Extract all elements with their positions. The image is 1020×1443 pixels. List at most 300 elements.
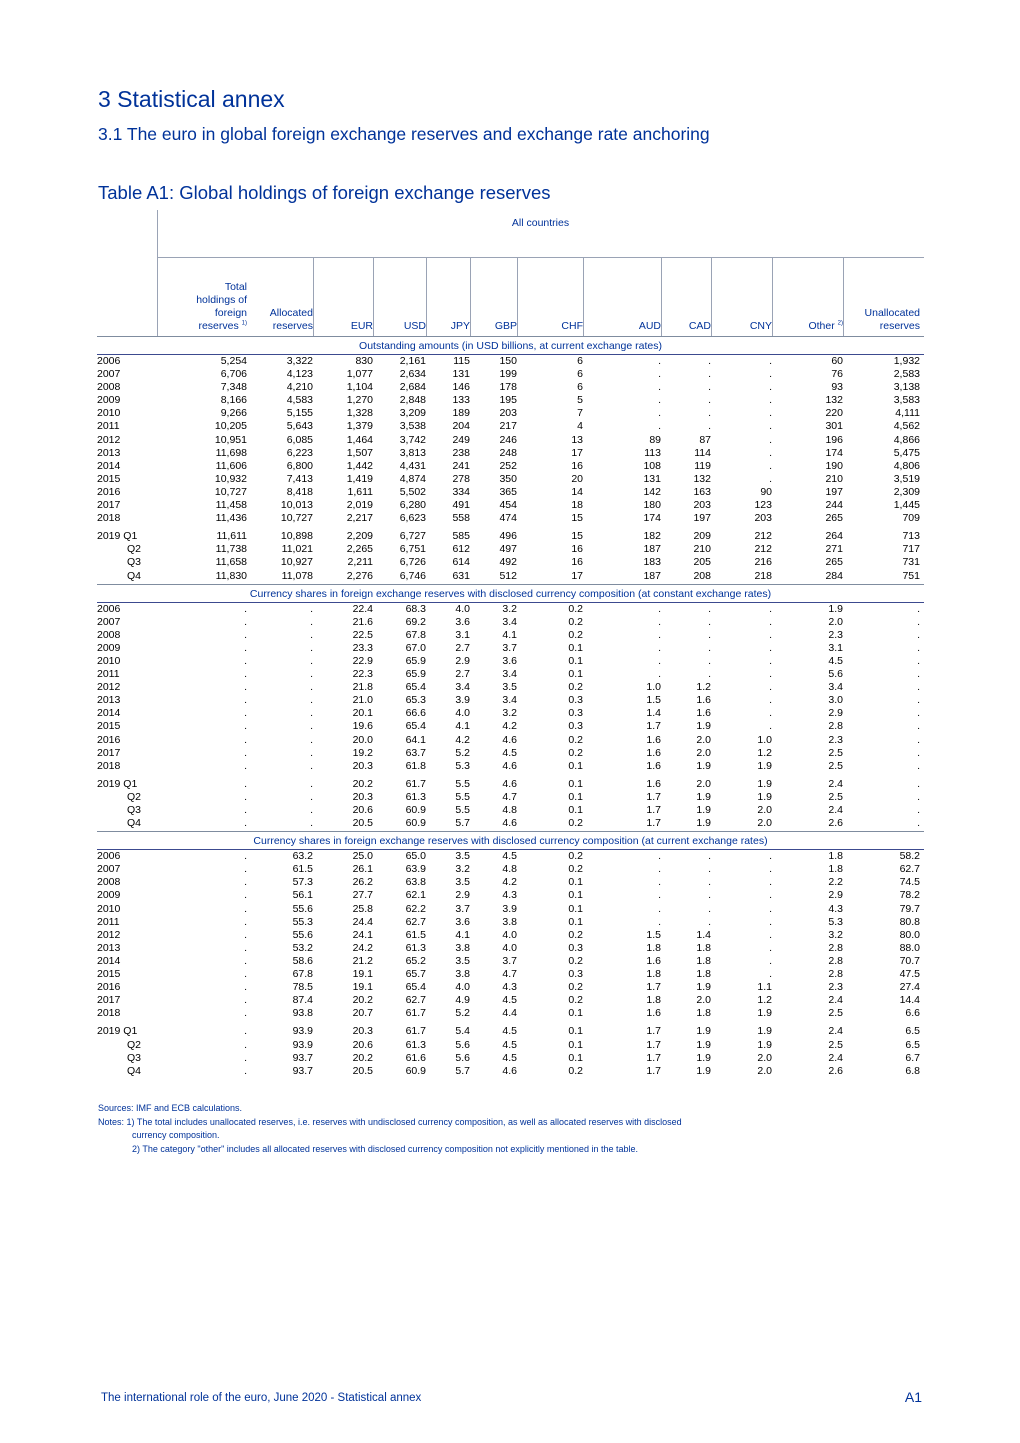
table-cell: 491 [452,499,470,512]
table-cell: 1.0 [757,733,772,746]
table-cell: 1.5 [646,694,661,707]
table-cell: 265 [825,512,843,525]
table-cell: . [658,602,661,615]
table-cell: . [769,407,772,420]
table-cell: . [658,850,661,863]
table-cell: 3.2 [502,707,517,720]
table-cell: . [244,707,247,720]
table-cell: 22.3 [352,668,373,681]
table-cell: 220 [825,407,843,420]
table-cell: 61.8 [405,759,426,772]
table-cell: . [244,889,247,902]
table-cell: . [310,804,313,816]
table-cell: . [769,394,772,407]
table-cell: . [244,915,247,928]
table-cell: . [658,863,661,876]
column-header [772,258,843,336]
table-cell: 1.4 [646,707,661,720]
table-cell: 365 [499,485,517,498]
page-title: 3 Statistical annex [98,86,285,112]
table-cell: . [658,876,661,889]
table-cell: . [769,889,772,902]
table-cell: . [244,876,247,889]
table-cell: 80.8 [899,915,920,928]
table-cell: . [310,746,313,759]
table-cell: 20.7 [352,1007,373,1020]
table-cell: 22.5 [352,628,373,641]
table-cell: 0.1 [568,759,583,772]
table-cell: 2,309 [893,485,920,498]
table-cell: 4.6 [502,733,517,746]
table-cell: . [708,668,711,681]
table-cell: 61.7 [405,1025,426,1038]
table-cell: 4.2 [455,733,470,746]
table-cell: 3.9 [502,902,517,915]
row-label: 2018 [97,759,121,772]
table-cell: . [917,746,920,759]
table-cell: . [917,654,920,667]
table-cell: 93.9 [292,1038,313,1051]
table-cell: 4.0 [502,928,517,941]
group-header: All countries [511,217,570,229]
table-cell: 0.3 [568,707,583,720]
row-label: Q4 [127,1064,142,1077]
row-label: 2019 Q1 [97,1025,138,1038]
table-cell: 19.1 [352,981,373,994]
table-cell: 5.2 [455,1007,470,1020]
table-cell: 93.8 [292,1007,313,1020]
table-cell: 2.9 [455,889,470,902]
table-cell: 1.6 [646,759,661,772]
table-cell: 4.1 [502,628,517,641]
table-cell: 10,205 [214,420,247,433]
table-cell: 20.2 [352,994,373,1007]
table-cell: 0.1 [568,641,583,654]
table-cell: 1.8 [696,968,711,981]
table-cell: . [769,615,772,628]
table-cell: 585 [452,530,470,543]
table-cell: 1.9 [696,804,711,816]
table-cell: . [244,968,247,981]
table-row [97,734,924,747]
column-header-line: reserves [272,320,313,332]
row-label: 2012 [97,681,121,694]
table-cell: 1.8 [646,941,661,954]
table-cell: 1.7 [646,817,661,830]
table-cell: 212 [754,530,772,543]
table-cell: . [769,602,772,615]
table-cell: . [708,394,711,407]
table-cell: 3.4 [502,694,517,707]
table-cell: 22.9 [352,654,373,667]
table-cell: 5,254 [220,355,247,367]
row-label: 2016 [97,733,121,746]
table-row [97,394,924,407]
table-cell: 2,848 [399,394,426,407]
table-cell: . [244,759,247,772]
table-cell: 6,751 [399,543,426,556]
table-cell: 10,013 [280,499,313,512]
table-cell: 6,085 [286,433,313,446]
table-cell: 1,419 [346,472,373,485]
table-cell: . [244,628,247,641]
table-cell: 5.5 [455,790,470,803]
table-cell: 265 [825,556,843,569]
table-cell: 14 [571,485,583,498]
table-cell: . [244,994,247,1007]
table-cell: 1.7 [646,804,661,816]
table-row [97,629,924,642]
table-cell: 11,698 [215,446,247,459]
table-cell: 3,742 [399,433,426,446]
table-cell: 614 [452,556,470,569]
table-cell: 350 [499,472,517,485]
table-cell: . [769,433,772,446]
table-cell: 187 [643,543,661,556]
table-cell: 0.2 [568,615,583,628]
table-cell: 76 [831,368,843,381]
table-cell: 5,502 [399,485,426,498]
column-header [583,258,661,336]
table-cell: 2.5 [828,1038,843,1051]
table-cell: 6.7 [905,1051,920,1064]
table-cell: 3.5 [455,850,470,863]
table-cell: 4.8 [502,863,517,876]
table-cell: 20.6 [352,804,373,816]
table-cell: 4,210 [286,381,313,394]
table-cell: . [244,668,247,681]
table-cell: 197 [693,512,711,525]
row-label: 2016 [97,981,121,994]
table-cell: 5,475 [893,446,920,459]
table-cell: 53.2 [292,941,313,954]
row-label: 2014 [97,954,121,967]
table-row [97,942,924,955]
table-cell: . [310,694,313,707]
table-cell: 0.1 [568,777,583,790]
table-cell: . [769,641,772,654]
table-cell: 0.2 [568,954,583,967]
table-cell: 4.6 [502,777,517,790]
table-row [97,603,924,616]
row-label: 2009 [97,641,121,654]
table-cell: 174 [643,512,661,525]
table-cell: 21.6 [352,615,373,628]
table-cell: 14.4 [899,994,920,1007]
table-cell: 1.2 [757,746,772,759]
row-label: 2006 [97,355,121,367]
table-cell: 6,746 [399,569,426,582]
table-cell: 2.4 [828,994,843,1007]
table-cell: 2.9 [828,707,843,720]
table-cell: 1.8 [828,863,843,876]
page-footer: The international role of the euro, June 2020 - Statistical annex [101,1392,422,1404]
table-cell: . [708,915,711,928]
table-row [97,1052,924,1065]
table-cell: 132 [693,472,711,485]
table-cell: 1.6 [696,694,711,707]
table-cell: 0.2 [568,733,583,746]
table-cell: 558 [452,512,470,525]
table-cell: . [310,733,313,746]
table-cell: 2.8 [828,720,843,733]
table-row [97,916,924,929]
table-cell: . [917,804,920,816]
column-header-line: reserves $^{1)}$ [198,320,247,332]
table-cell: . [917,707,920,720]
table-cell: . [310,681,313,694]
table-cell: 131 [643,472,661,485]
table-row [97,1025,924,1038]
table-cell: . [244,1025,247,1038]
column-header-line: Allocated [269,307,313,319]
table-cell: 248 [499,446,517,459]
table-cell: . [244,850,247,863]
table-cell: 93 [831,381,843,394]
table-cell: 3.8 [502,915,517,928]
row-label: 2008 [97,628,121,641]
table-cell: . [244,902,247,915]
table-cell: . [769,472,772,485]
table-cell: 3,519 [893,472,920,485]
table-cell: . [769,876,772,889]
table-cell: 6 [577,368,583,381]
table-cell: 278 [452,472,470,485]
table-cell: 1,104 [346,381,373,394]
table-cell: 1,507 [346,446,373,459]
table-row [97,791,924,804]
table-cell: 17 [571,446,583,459]
table-cell: 20.3 [352,790,373,803]
table-cell: 2.3 [828,733,843,746]
table-cell: 4.7 [502,790,517,803]
table-cell: 16 [571,459,583,472]
note-2: 2) The category "other" includes all allocated reserves with disclosed currency composition not explicitly mentioned in the table. [132,1143,638,1154]
table-cell: . [917,668,920,681]
table-cell: 4.4 [502,1007,517,1020]
table-cell: 93.7 [292,1051,313,1064]
table-cell: 183 [643,556,661,569]
table-cell: 11,078 [281,569,313,582]
table-cell: 0.2 [568,628,583,641]
table-cell: 6,727 [399,530,426,543]
table-row [97,655,924,668]
table-row [97,876,924,889]
table-cell: 24.2 [352,941,373,954]
table-cell: 19.2 [352,746,373,759]
table-cell: 1.9 [696,1051,711,1064]
table-cell: 3.7 [455,902,470,915]
sources-note: Sources: IMF and ECB calculations. [98,1103,243,1113]
column-header [373,258,426,336]
table-cell: 4.3 [502,981,517,994]
table-cell: 61.5 [405,928,426,941]
table-cell: . [244,681,247,694]
table-cell: . [769,941,772,954]
table-cell: 6,706 [220,368,247,381]
table-cell: 27.4 [899,981,920,994]
table-cell: 65.4 [405,720,426,733]
table-cell: 1.8 [696,954,711,967]
table-cell: 80.0 [899,928,920,941]
table-cell: 197 [825,485,843,498]
table-row [97,720,924,733]
table-cell: 204 [452,420,470,433]
table-row [97,381,924,394]
table-cell: . [769,968,772,981]
table-body [97,337,924,1078]
table-row [97,368,924,381]
table-cell: 187 [643,569,661,582]
table-cell: 2.6 [828,817,843,830]
table-cell: 0.2 [568,817,583,830]
table-cell: 5.4 [455,1025,470,1038]
table-cell: . [769,915,772,928]
row-label: 2018 [97,1007,121,1020]
column-header-line: Other $^{2)}$ [808,320,843,332]
table-cell: 2,634 [399,368,426,381]
table-row [97,530,924,543]
row-label: 2019 Q1 [97,777,138,790]
table-cell: 1.7 [646,790,661,803]
table-cell: 218 [754,569,772,582]
row-label: Q2 [127,790,142,803]
table-cell: 4.8 [502,804,517,816]
table-cell: 4,866 [893,433,920,446]
table-cell: 4.5 [502,994,517,1007]
table-row [97,543,924,556]
table-cell: 2.3 [828,628,843,641]
table-row [97,817,924,830]
table-cell: 11,738 [215,543,247,556]
table-cell: 10,727 [214,485,247,498]
table-cell: 2,211 [347,556,373,569]
table-cell: 196 [825,433,843,446]
table-cell: 1.7 [646,1038,661,1051]
table-cell: 2,161 [399,355,426,367]
note-1: Notes: 1) The total includes unallocated reserves, i.e. reserves with undisclosed currency composition, as well as allocated reserves with disclosed [98,1116,682,1127]
table-cell: 20.2 [352,1051,373,1064]
table-row [97,968,924,981]
table-cell: . [310,720,313,733]
table-cell: . [244,790,247,803]
table-cell: . [769,654,772,667]
table-cell: . [917,733,920,746]
table-cell: . [244,1007,247,1020]
table-cell: 244 [825,499,843,512]
table-cell: 58.2 [899,850,920,863]
table-cell: 2.0 [696,994,711,1007]
table-cell: 16 [571,556,583,569]
table-cell: 0.2 [568,850,583,863]
table-cell: 25.0 [352,850,373,863]
table-cell: . [708,407,711,420]
table-cell: 21.2 [352,954,373,967]
table-cell: 1.6 [646,733,661,746]
table-row [97,499,924,512]
table-cell: 3.5 [502,681,517,694]
table-cell: 203 [693,499,711,512]
table-cell: 0.1 [568,654,583,667]
table-cell: 1.8 [696,1007,711,1020]
table-cell: 65.2 [405,954,426,967]
table-cell: . [917,615,920,628]
table-cell: . [658,355,661,367]
table-cell: 119 [694,459,711,472]
table-cell: 751 [902,569,920,582]
table-cell: 3.6 [502,654,517,667]
table-row [97,747,924,760]
table-cell: 6 [577,381,583,394]
table-cell: . [917,817,920,830]
table-cell: 4.5 [502,1051,517,1064]
table-cell: 210 [693,543,711,556]
table-cell: 55.6 [292,928,313,941]
table-cell: 65.4 [405,681,426,694]
table-cell: 3.5 [455,876,470,889]
row-label: 2011 [97,915,120,928]
table-cell: 68.3 [405,602,426,615]
table-cell: 1.9 [696,981,711,994]
table-cell: 7,413 [286,472,313,485]
table-cell: 5.2 [455,746,470,759]
table-cell: 0.3 [568,941,583,954]
table-cell: 70.7 [899,954,920,967]
column-header-line: foreign [214,307,247,319]
row-label: 2006 [97,602,121,615]
table-cell: 3.4 [502,668,517,681]
table-cell: . [244,602,247,615]
table-cell: 1.9 [696,1038,711,1051]
table-cell: 2.5 [828,1007,843,1020]
table-cell: 63.9 [405,863,426,876]
table-cell: 1.8 [828,850,843,863]
table-cell: 0.1 [568,668,583,681]
table-cell: 4,111 [895,407,920,420]
table-cell: 4.5 [502,1038,517,1051]
table-cell: 212 [754,543,772,556]
table-cell: 4,123 [286,368,313,381]
table-cell: 20.1 [352,707,373,720]
table-cell: 830 [355,355,373,367]
column-header-line: CAD [688,320,711,332]
table-cell: . [658,654,661,667]
table-cell: 4,874 [399,472,426,485]
table-cell: . [769,707,772,720]
table-cell: 0.3 [568,694,583,707]
table-cell: 1.6 [646,777,661,790]
table-row [97,778,924,791]
table-cell: 4,431 [399,459,426,472]
row-label: 2015 [97,968,121,981]
table-cell: 56.1 [292,889,313,902]
table-cell: 16 [571,543,583,556]
table-cell: . [769,668,772,681]
table-cell: 62.7 [899,863,920,876]
table-cell: 65.9 [405,668,426,681]
table-cell: . [658,915,661,928]
table-cell: 78.2 [899,889,920,902]
table-cell: 0.3 [568,720,583,733]
table-cell: 4.6 [502,817,517,830]
table-cell: . [769,681,772,694]
table-cell: 61.3 [405,941,426,954]
table-notes [98,1102,682,1156]
table-cell: 216 [754,556,772,569]
table-cell: . [310,628,313,641]
table-cell: . [244,654,247,667]
table-row [97,994,924,1007]
